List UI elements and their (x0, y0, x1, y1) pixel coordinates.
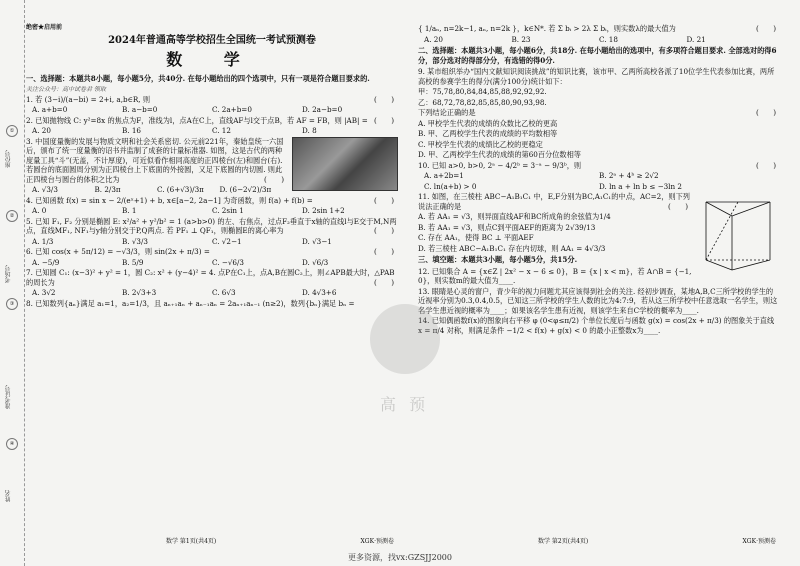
left-footer-tag: XGK·预测卷 (360, 538, 394, 546)
left-page (26, 18, 398, 548)
question-6: 6. 已知 cos(x + 5π/12) = −√3/3，则 sin(2x + π/3) = ( ) (26, 247, 394, 257)
margin-label-name: 姓名 (5, 490, 12, 502)
question-7: 7. 已知圆 C₁: (x−3)² + y² = 1，圆 C₂: x² + (y−4)² = 4. 点P在C₁上，点A,B在圆C₂上，则∠APB最大时，△PAB的周长为 ( ) (26, 268, 395, 287)
question-14: 14. 已知偶函数f(x)的图象向右平移 φ (0<φ≤π/2) 个单位长度后与函数 g(x) = cos(2x + π/3) 的图象关于直线 x = π/4 对称，则满足条件 −1/2 < f(x) + g(x) < 0 的最小正整数x为____. (418, 316, 775, 335)
question-3: 3. 中国度量衡的发展与物质文明和社会关系密切. 公元前221年，秦始皇统一六国后，颁布了统一度量衡的诏书并监制了成套的计量标准器. 如图，这是古代的两种度量工具“斗”(无盖，不计厚度)，可近似看作相同高度的正四棱台(左)和圆台(右). 若圆台的底面圆周分别为正四棱台上下底面的外接圆，又足下底圆的内切圆. 则此正四棱台与圆台的体积之比为 ( ) (26, 137, 398, 185)
question-9-prompt: 下列结论正确的是 ( ) (418, 108, 776, 117)
section-2-heading: 二、选择题：本题共3小题，每小题6分，共18分. 在每小题给出的选项中，有多项符合题目要求. 全部选对的得6分，部分选对的得部分分，有选错的得0分. (418, 46, 777, 65)
question-8: 8. 已知数列{aₙ}满足 a₁=1，a₂=1/3，且 aₙ₊₁aₙ + aₙ₋₁aₙ = 2aₙ₊₁aₙ₋₁ (n≥2)，数列{bₙ}满足 bₙ = (26, 298, 355, 308)
question-10: 10. 已知 a>0, b>0, 2ᵃ − 4/2ᵇ = 3⁻ᵃ − 9/3ᵇ，则 ( ) (418, 160, 776, 170)
question-1: 1. 若 (3−i)/(a−bi) = 2+i, a,b∈R, 则 ( ) (26, 94, 394, 104)
margin-label-ticket: 准考证号 (5, 385, 12, 409)
question-11-option-a: A. 若 AA₁ = √3，则异面直线AF和BC所成角的余弦值为1/4 (418, 212, 611, 221)
section-1-heading: 一、选择题：本题共8小题，每小题5分，共40分. 在每小题给出的四个选项中，只有一项是符合题目要求的. (26, 74, 370, 84)
secret-tag: 绝密★启用前 (26, 24, 63, 31)
question-9-data-b: 乙：68,72,78,82,85,85,80,90,93,98. (418, 97, 547, 107)
right-footer-page: 数学 第2页(共4页) (538, 538, 589, 546)
watermark-text: 高 预 (380, 395, 430, 414)
question-5-options: A. 1/3 B. √3/3 C. √2−1 D. √3−1 (32, 236, 332, 246)
measuring-vessels-photo (292, 137, 398, 191)
question-6-options: A. −5/9 B. 5/9 C. −√6/3 D. √6/3 (32, 257, 329, 267)
question-1-options: A. a+b=0 B. a−b=0 C. 2a+b=0 D. 2a−b=0 (32, 105, 343, 115)
right-page (418, 18, 780, 548)
bottom-ad-text: 更多资源，找vx:GZSJJ2000 (348, 553, 452, 562)
question-4-options: A. 0 B. 1 C. 2sin 1 D. 2sin 1+2 (32, 206, 345, 216)
binding-hole-3: ③ (6, 298, 18, 310)
question-11-option-c: C. 存在 AA₁，使得 BC ⊥ 平面AEF (418, 233, 534, 242)
question-9-option-d: D. 甲、乙两校学生代表的成绩的第60百分位数相等 (418, 150, 581, 159)
question-11: 11. 如图，在三棱柱 ABC−A₁B₁C₁ 中，E,F分别为BC,A₁C₁的中点，AC=2，则下列说法正确的是 ( ) (418, 192, 780, 211)
binding-hole-1: ① (6, 125, 18, 137)
question-11-option-b: B. 若 AA₁ = √3，则点C到平面AEF的距离为 2√39/13 (418, 222, 596, 232)
question-9-option-c: C. 甲校学生代表的成绩比乙校的更稳定 (418, 139, 543, 149)
question-2: 2. 已知抛物线 C: y²=8x 的焦点为F，准线为l，点A在C上，直线AF与l交于点B，若 AF = FB，则 |AB| = ( ) (26, 115, 394, 125)
binding-hole-4: ④ (6, 438, 18, 450)
margin-label-seat: 座位号 (5, 150, 12, 168)
exam-title: 2024年普通高等学校招生全国统一考试预测卷 (108, 34, 316, 46)
question-12: 12. 已知集合 A = {x∈Z | 2x² − x − 6 ≤ 0}，B = {x | x < m}，若 A∩B = {−1, 0}，则实数m的最大值为____. (418, 266, 692, 285)
question-3-options: A. √3/3 B. 2/3π C. (6+√3)/3π D. (6−2√2)/3π (32, 185, 272, 195)
question-11-option-d: D. 若三棱柱 ABC−A₁B₁C₁ 存在内切球，则 AA₁ = 4√3/3 (418, 243, 606, 253)
section-1-note: 关注公众号：高中试卷君 领取 (26, 85, 106, 93)
left-footer-page: 数学 第1页(共4页) (166, 538, 217, 546)
question-13: 13. 眼睛是心灵的窗户，青少年的视力问题尤其应该得到社会的关注. 经初步调查，某地A,B,C三所学校的学生的近视率分别为0.3,0.4,0.5，已知这三所学校的学生人数的比为4:7:9，若从这三所学校中任意选取一名学生，则这名学生患近视的概率为____；如果该名学生患有近视，则该学生来自C学校的概率为____. (418, 286, 778, 315)
question-4: 4. 已知函数 f(x) = sin x − 2/(eˣ+1) + b, x∈[a−2, 2a−1] 为奇函数，则 f(a) + f(b) = ( ) (26, 195, 394, 205)
question-8-continued: { 1/aₙ, n=2k−1, aₙ, n=2k }，k∈N*. 若 Σ bᵢ > 2λ Σ bᵢ，则实数λ的最大值为 ( ) (418, 24, 776, 33)
binding-margin (0, 0, 25, 566)
binding-hole-2: ② (6, 210, 18, 222)
prism-diagram (696, 194, 780, 274)
question-9: 9. 某市组织举办“国内文献知识阅读挑战”的知识比赛，该市甲、乙两所高校各派了10位学生代表参加比赛，两所高校的参赛学生的得分(满分100分)统计如下： (418, 67, 775, 86)
question-8-options: A. 20 B. 23 C. 18 D. 21 (424, 34, 706, 44)
section-3-heading: 三、填空题：本题共3小题，每小题5分，共15分. (418, 255, 578, 264)
question-9-option-a: A. 甲校学生代表的成绩的众数比乙校的更高 (418, 118, 558, 128)
question-7-options: A. 3√2 B. 2√3+3 C. 6√3 D. 4√3+6 (32, 288, 337, 298)
question-9-data-a: 甲：75,78,80,84,84,85,88,92,92,92. (418, 87, 547, 96)
question-9-option-b: B. 甲、乙两校学生代表的成绩的平均数相等 (418, 129, 558, 138)
question-10-options-row2: C. ln(a+b) > 0 D. ln a + ln b ≤ −3ln 2 (424, 181, 682, 191)
question-5: 5. 已知 F₁, F₂ 分别是椭圆 E: x²/a² + y²/b² = 1 (a>b>0) 的左、右焦点，过点F₂垂直于x轴的直线l与E交于M,N两点，直线MF₁, NF₁与y轴分别交于P,Q两点. 若 PF₁ ⊥ QF₁，则椭圆E的离心率为 ( ) (26, 216, 397, 236)
right-footer-tag: XGK·预测卷 (742, 538, 776, 546)
question-10-options-row1: A. a+2b=1 B. 2ᵃ + 4ᵇ ≥ 2√2 (424, 171, 659, 180)
watermark-logo (370, 304, 440, 374)
margin-label-room: 考场号 (5, 265, 12, 283)
question-2-options: A. 20 B. 16 C. 12 D. 8 (32, 126, 317, 136)
subject-title: 数 学 (166, 50, 258, 70)
